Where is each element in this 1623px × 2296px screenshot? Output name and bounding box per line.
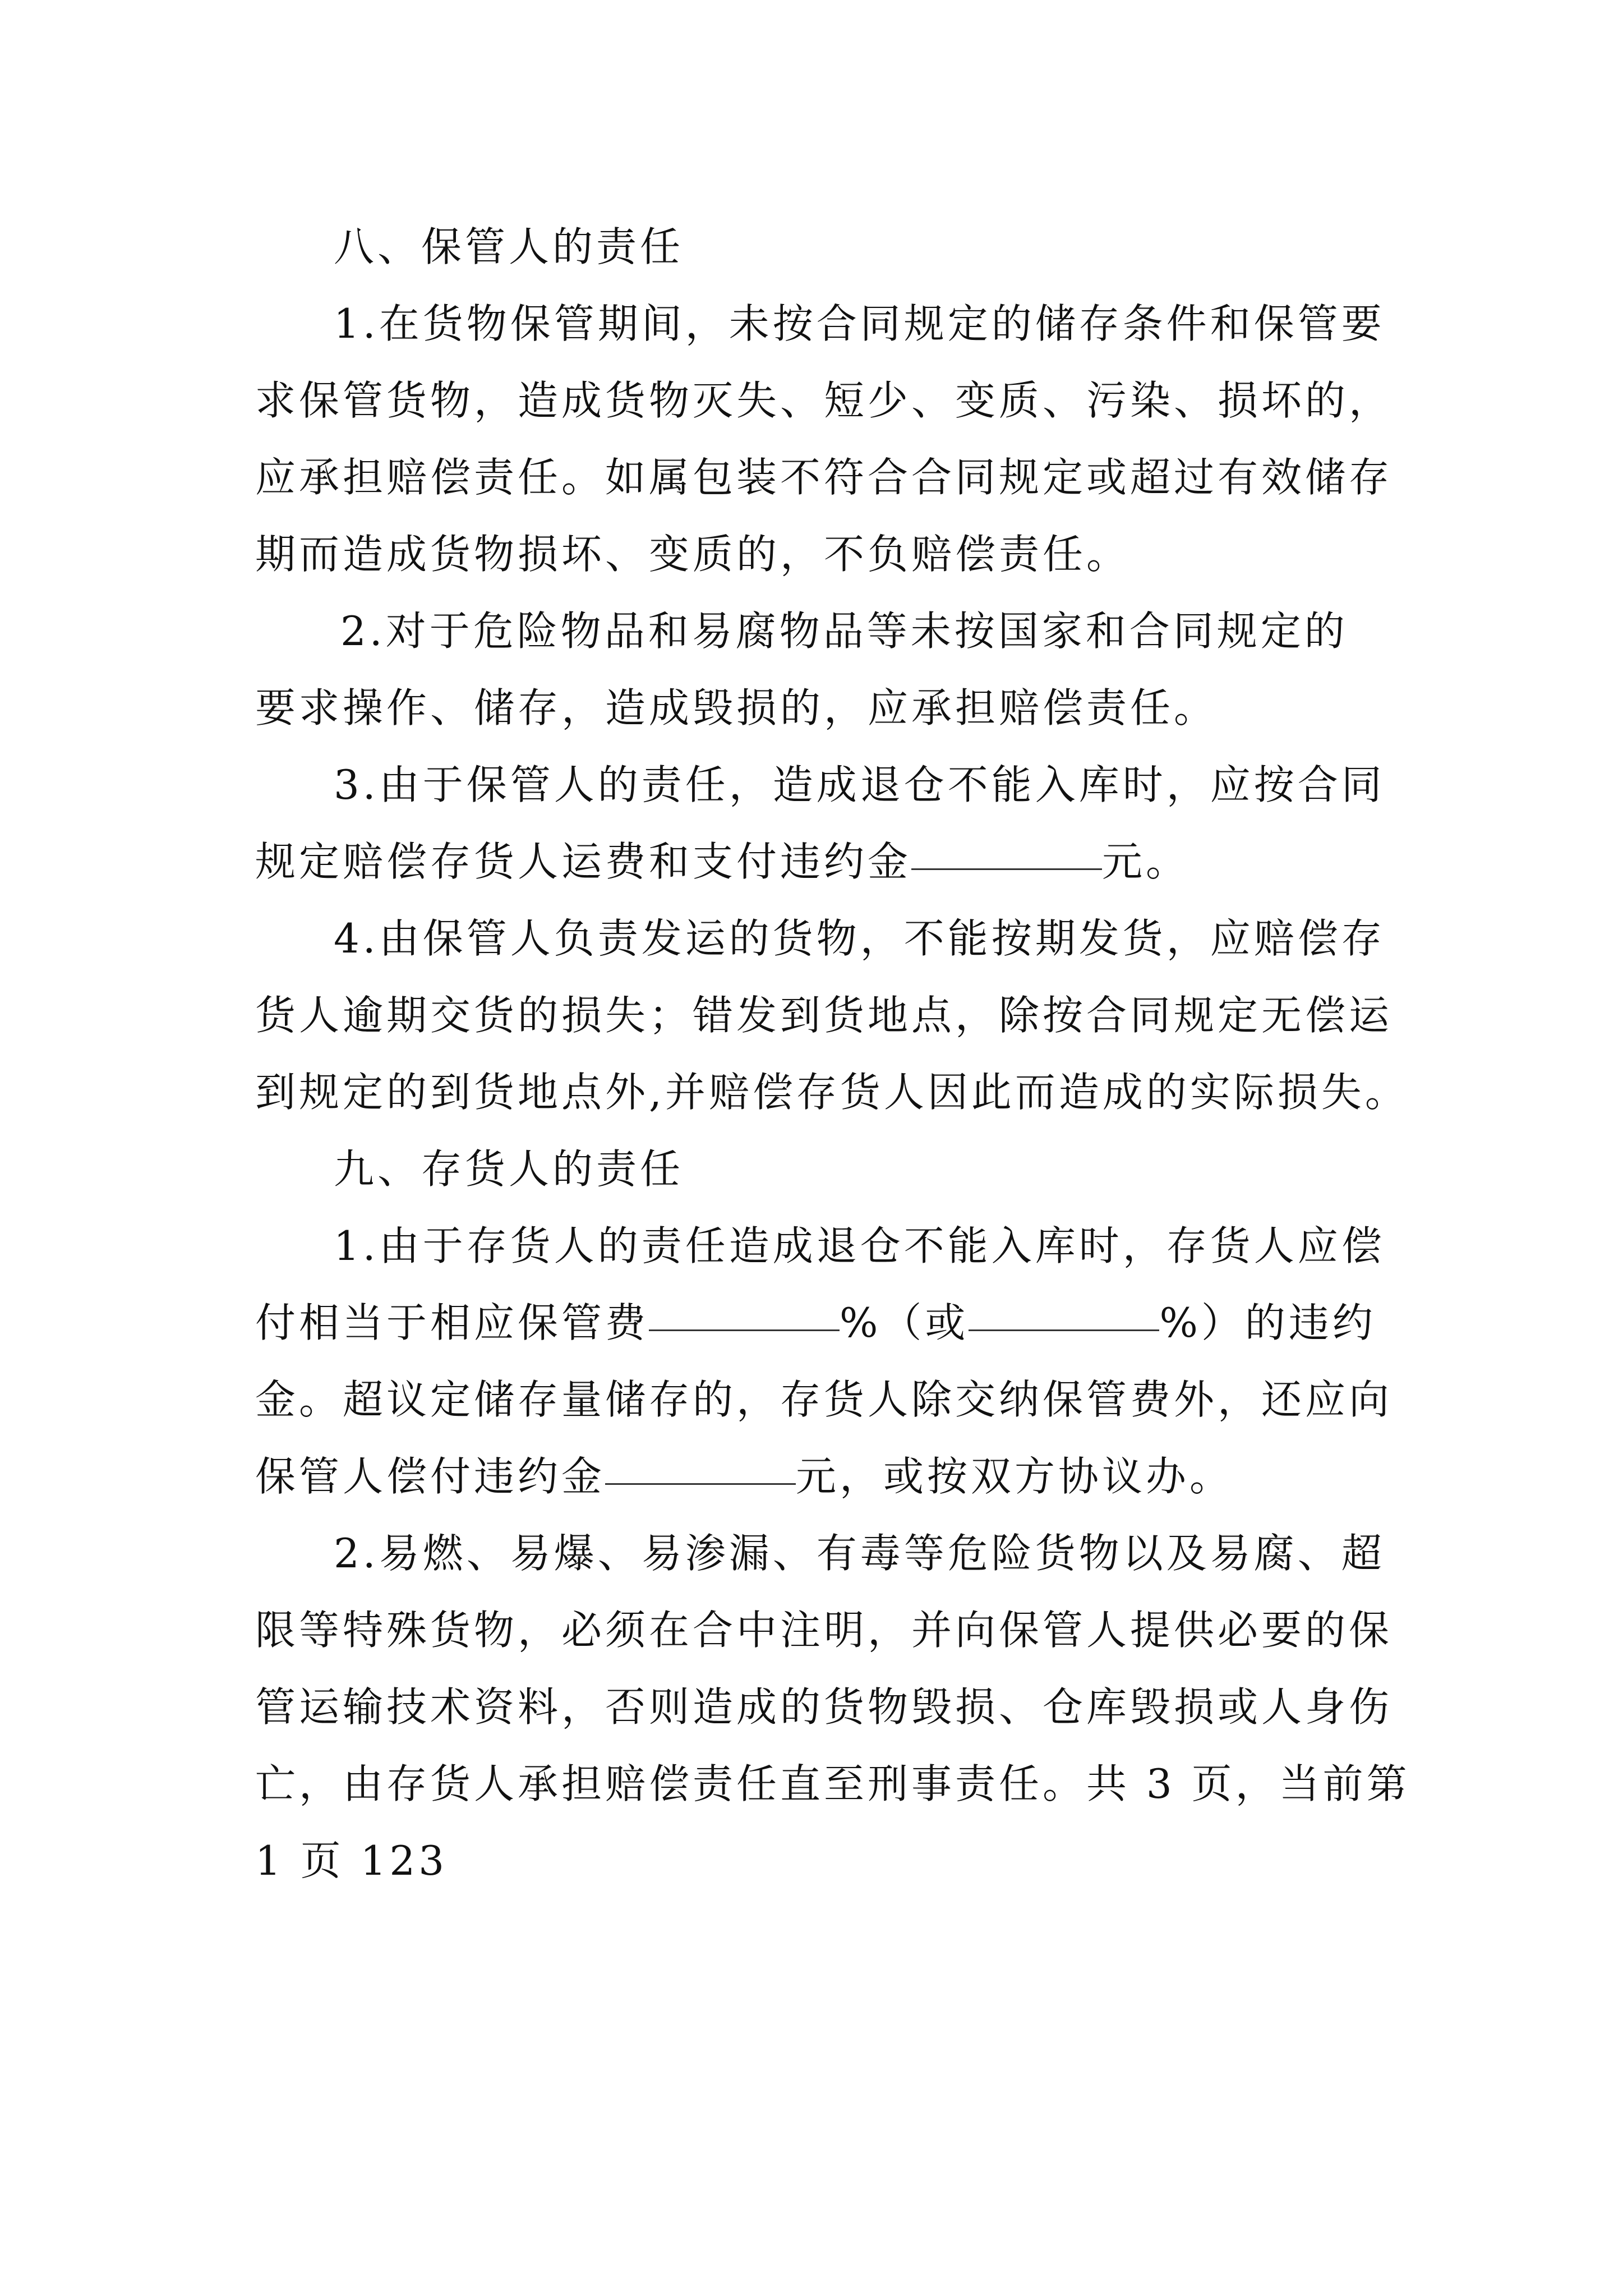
paragraph-line-with-blank — [255, 1438, 1394, 1515]
fill-in-blank — [969, 1329, 1159, 1331]
paragraph-line: 应承担赔偿责任。如属包装不符合合同规定或超过有效储存 — [255, 454, 1393, 501]
fill-in-blank — [911, 868, 1102, 870]
paragraph-line: 要求操作、储存，造成毁损的，应承担赔偿责任。 — [255, 684, 1218, 731]
paragraph-line: 2.易燃、易爆、易渗漏、有毒等危险货物以及易腐、超 — [334, 1530, 1385, 1577]
paragraph-text: 元。 — [1102, 838, 1190, 885]
paragraph-line: 金。超议定储存量储存的，存货人除交纳保管费外，还应向 — [255, 1376, 1393, 1423]
paragraph-text: 付相当于相应保管费 — [255, 1299, 649, 1346]
paragraph-text: %（或 — [840, 1299, 969, 1346]
section-heading-eight: 八、保管人的责任 — [334, 223, 684, 270]
paragraph-text: 保管人偿付违约金 — [255, 1453, 606, 1500]
paragraph-text: %）的违约 — [1159, 1299, 1376, 1346]
paragraph-line: 1.由于存货人的责任造成退仓不能入库时，存货人应偿 — [334, 1222, 1385, 1269]
paragraph-line: 期而造成货物损坏、变质的，不负赔偿责任。 — [255, 531, 1131, 578]
paragraph-line: 亡，由存货人承担赔偿责任直至刑事责任。共 3 页，当前第 — [255, 1760, 1410, 1807]
paragraph-line: 货人逾期交货的损失；错发到货地点，除按合同规定无偿运 — [255, 992, 1393, 1039]
paragraph-line: 管运输技术资料，否则造成的货物毁损、仓库毁损或人身伤 — [255, 1683, 1393, 1731]
paragraph-line: 3.由于保管人的责任，造成退仓不能入库时，应按合同 — [334, 761, 1385, 808]
section-heading-nine: 九、存货人的责任 — [334, 1145, 684, 1193]
paragraph-line: 4.由保管人负责发运的货物，不能按期发货，应赔偿存 — [334, 915, 1385, 962]
paragraph-line: 限等特殊货物，必须在合中注明，并向保管人提供必要的保 — [255, 1607, 1393, 1654]
document-body — [255, 209, 1410, 1899]
fill-in-blank — [605, 1483, 796, 1485]
paragraph-line: 到规定的到货地点外,并赔偿存货人因此而造成的实际损失。 — [255, 1069, 1409, 1116]
fill-in-blank — [649, 1329, 840, 1331]
paragraph-line: 1.在货物保管期间，未按合同规定的储存条件和保管要 — [334, 300, 1385, 347]
paragraph-line: 2.对于危险物品和易腐物品等未按国家和合同规定的 — [340, 608, 1348, 655]
paragraph-line-with-blanks — [255, 1285, 1394, 1361]
paragraph-line-with-blank — [255, 823, 1394, 900]
page-indicator-line: 1 页 123 — [255, 1837, 448, 1884]
paragraph-text: 元，或按双方协议办。 — [796, 1453, 1234, 1500]
paragraph-text: 规定赔偿存货人运费和支付违约金 — [255, 838, 912, 885]
paragraph-line: 求保管货物，造成货物灭失、短少、变质、污染、损坏的， — [255, 377, 1393, 424]
